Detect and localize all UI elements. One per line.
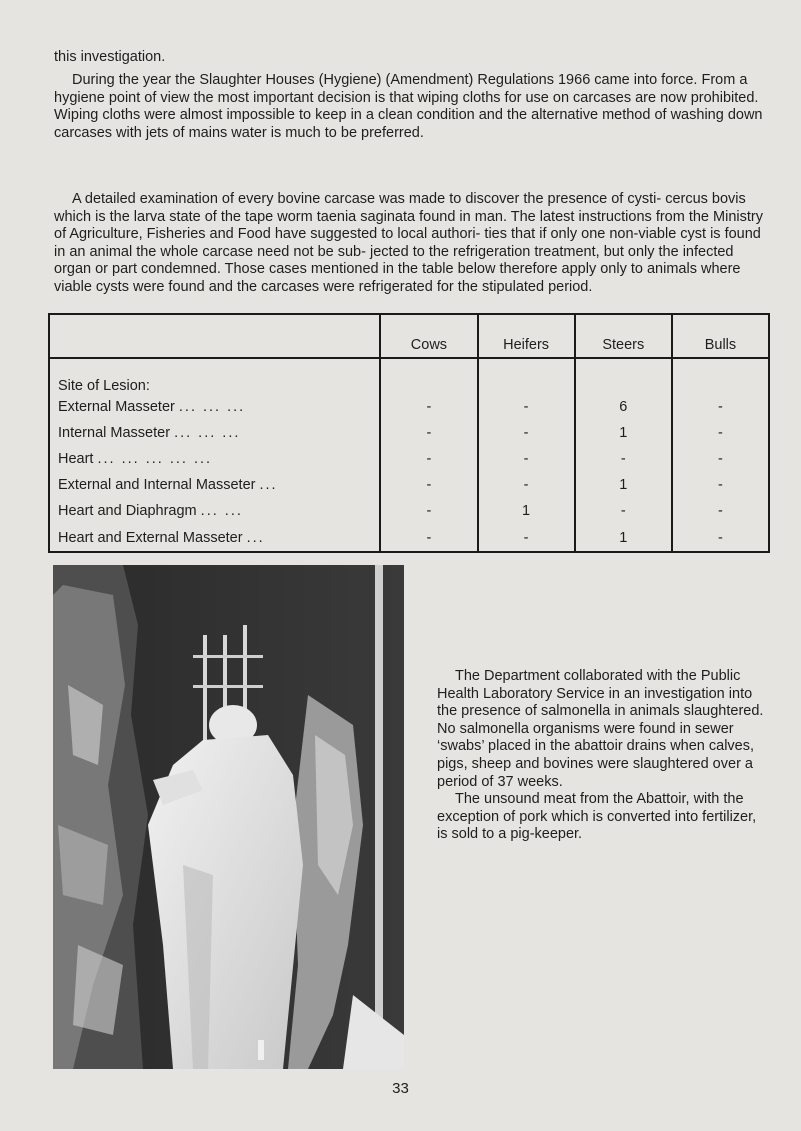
cell-heifers: 1 [478,498,575,524]
cell-bulls: - [672,525,769,552]
side-paragraph-2: The unsound meat from the Abattoir, with the exception of pork which is converted into fertilizer, is sold to a pig-keeper. [437,791,757,843]
cell-heifers: - [478,472,575,498]
side-text-column [437,668,770,844]
section-label: Site of Lesion: [58,377,150,394]
table-row [49,446,769,472]
row-site-label: Heart and External Masseter [58,529,243,546]
header-heifers: Heifers [478,314,575,358]
header-steers: Steers [575,314,672,358]
cell-bulls: - [672,446,769,472]
row-site-label: Internal Masseter [58,424,171,441]
cell-cows: - [380,420,477,446]
row-leader-dots: ... [246,529,265,546]
row-leader-dots: ... [259,477,278,494]
cell-bulls: - [672,394,769,420]
side-paragraph-1: The Department collaborated with the Public Health Laboratory Service in an investigation into the presence of salmonella in animals slaughtered. No salmonella organisms were found in sewer ‘swabs’ placed in the abattoir drains when calves, pigs, sheep and bovines were slaughtered over a period of 37 weeks. [437,668,764,790]
table-row [49,498,769,524]
table-row [49,525,769,552]
intro-paragraph-0: this investigation. [54,49,166,65]
page-number: 33 [392,1080,409,1097]
section-label-row [49,358,769,394]
header-bulls: Bulls [672,314,769,358]
row-site-label: External and Internal Masseter [58,477,256,494]
cell-bulls: - [672,420,769,446]
cell-cows: - [380,394,477,420]
row-leader-dots: ... ... ... [174,424,241,441]
cell-steers: - [575,498,672,524]
cell-steers: 1 [575,420,672,446]
row-site-label: Heart and Diaphragm [58,503,197,520]
cell-bulls: - [672,498,769,524]
cell-steers: 6 [575,394,672,420]
cell-cows: - [380,446,477,472]
abattoir-photo [53,565,404,1069]
cell-heifers: - [478,394,575,420]
cell-steers: 1 [575,472,672,498]
table-header-row [49,314,769,358]
header-cows: Cows [380,314,477,358]
cell-bulls: - [672,472,769,498]
header-site [49,314,380,358]
cell-steers: - [575,446,672,472]
cell-cows: - [380,525,477,552]
cell-heifers: - [478,446,575,472]
cell-cows: - [380,498,477,524]
intro-paragraph-2: A detailed examination of every bovine carcase was made to discover the presence of cysti- cercus bovis which is the larva state of the tape worm taenia saginata found in man. The latest instructions from the Ministry of Agriculture, Fisheries and Food have suggested to local authori- ties that if only one non-viable cyst is found in an animal the whole carcase need not be sub- jected to the refrigeration treatment, but only the infected organ or part condemned. Those cases mentioned in the table below therefore apply only to animals where viable cysts were found and the carcases were refrigerated for the stipulated period. [54,191,763,295]
row-site-label: External Masseter [58,398,175,415]
table-row [49,420,769,446]
cell-steers: 1 [575,525,672,552]
cell-heifers: - [478,420,575,446]
cell-cows: - [380,472,477,498]
row-site-label: Heart [58,451,94,468]
intro-paragraph-1: During the year the Slaughter Houses (Hygiene) (Amendment) Regulations 1966 came into force. From a hygiene point of view the most important decision is that wiping cloths for use on carcases are now prohibited. Wiping cloths were almost impossible to keep in a clean condition and the alternative method of washing down carcases with jets of mains water is much to be preferred. [54,72,763,141]
table-row [49,472,769,498]
cell-heifers: - [478,525,575,552]
row-leader-dots: ... ... ... [178,398,246,415]
lesion-site-table [48,313,770,553]
row-leader-dots: ... ... ... ... ... [97,451,213,468]
row-leader-dots: ... ... [200,503,243,520]
table-row [49,394,769,420]
